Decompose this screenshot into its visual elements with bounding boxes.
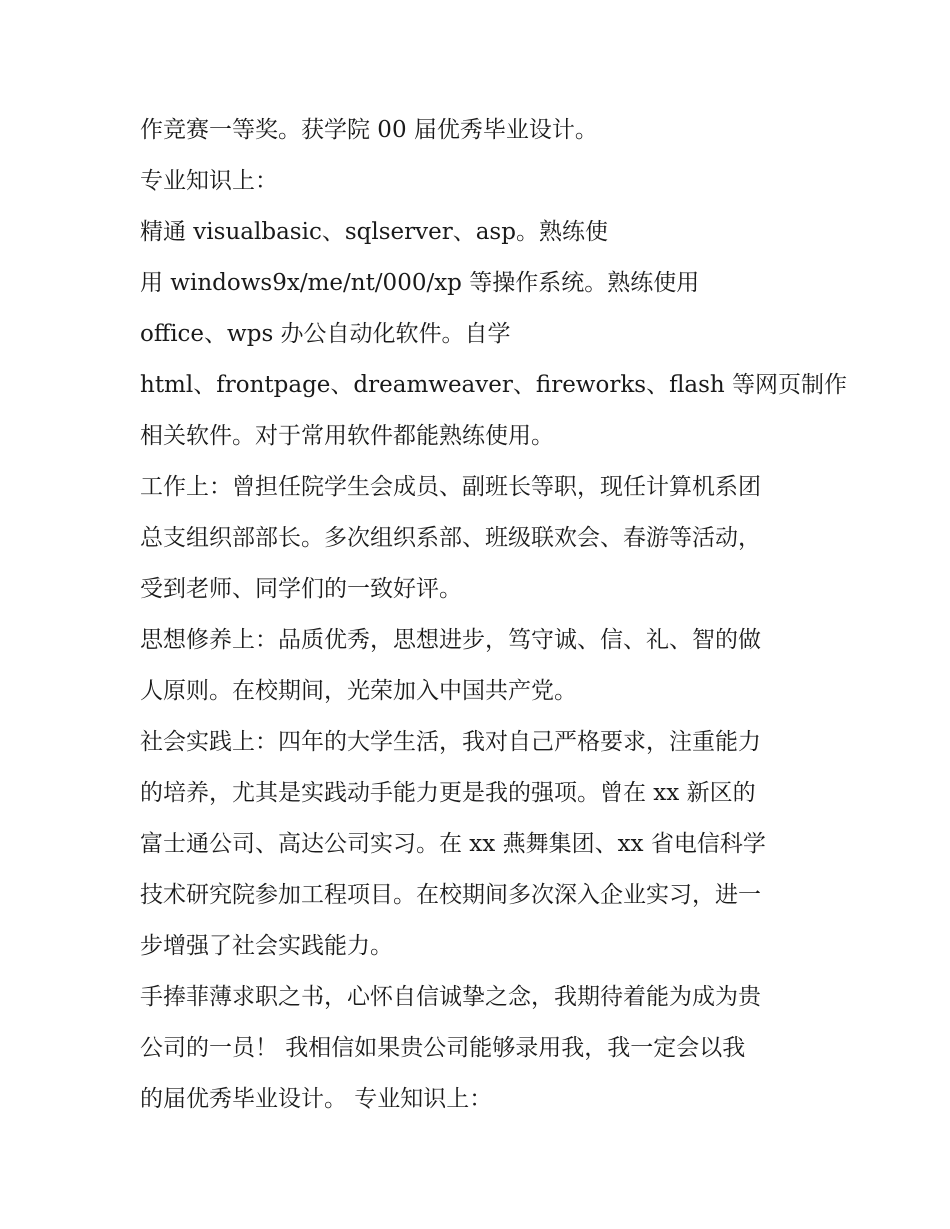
text-line: 公司的一员！ 我相信如果贵公司能够录用我，我一定会以我 <box>140 1035 746 1061</box>
text-line: 社会实践上：四年的大学生活，我对自己严格要求，注重能力 <box>140 729 761 755</box>
text-line: 技术研究院参加工程项目。在校期间多次深入企业实习，进一 <box>140 882 761 908</box>
text-line: 作竞赛一等奖。获学院 00 届优秀毕业设计。 <box>140 117 598 143</box>
text-line: office、wps 办公自动化软件。自学 <box>140 321 511 347</box>
text-line: 富士通公司、高达公司实习。在 xx 燕舞集团、xx 省电信科学 <box>140 831 766 857</box>
text-line: 专业知识上： <box>140 168 278 194</box>
text-line: 总支组织部部长。多次组织系部、班级联欢会、春游等活动， <box>140 525 761 551</box>
text-line: html、frontpage、dreamweaver、fireworks、flash 等网页制作 <box>140 372 848 398</box>
text-line: 思想修养上：品质优秀，思想进步，笃守诚、信、礼、智的做 <box>140 627 761 653</box>
text-line: 的培养，尤其是实践动手能力更是我的强项。曾在 xx 新区的 <box>140 780 756 806</box>
text-line: 受到老师、同学们的一致好评。 <box>140 576 462 602</box>
text-line: 手捧菲薄求职之书，心怀自信诚挚之念，我期待着能为成为贵 <box>140 984 761 1010</box>
text-line: 用 windows9x/me/nt/000/xp 等操作系统。熟练使用 <box>140 270 700 296</box>
text-line: 精通 visualbasic、sqlserver、asp。熟练使 <box>140 219 608 245</box>
text-line: 人原则。在校期间，光荣加入中国共产党。 <box>140 678 577 704</box>
text-line: 工作上：曾担任院学生会成员、副班长等职，现任计算机系团 <box>140 474 761 500</box>
text-line: 相关软件。对于常用软件都能熟练使用。 <box>140 423 554 449</box>
text-line: 步增强了社会实践能力。 <box>140 933 393 959</box>
text-line: 的届优秀毕业设计。 专业知识上： <box>140 1086 493 1112</box>
document-body <box>140 105 848 1125</box>
